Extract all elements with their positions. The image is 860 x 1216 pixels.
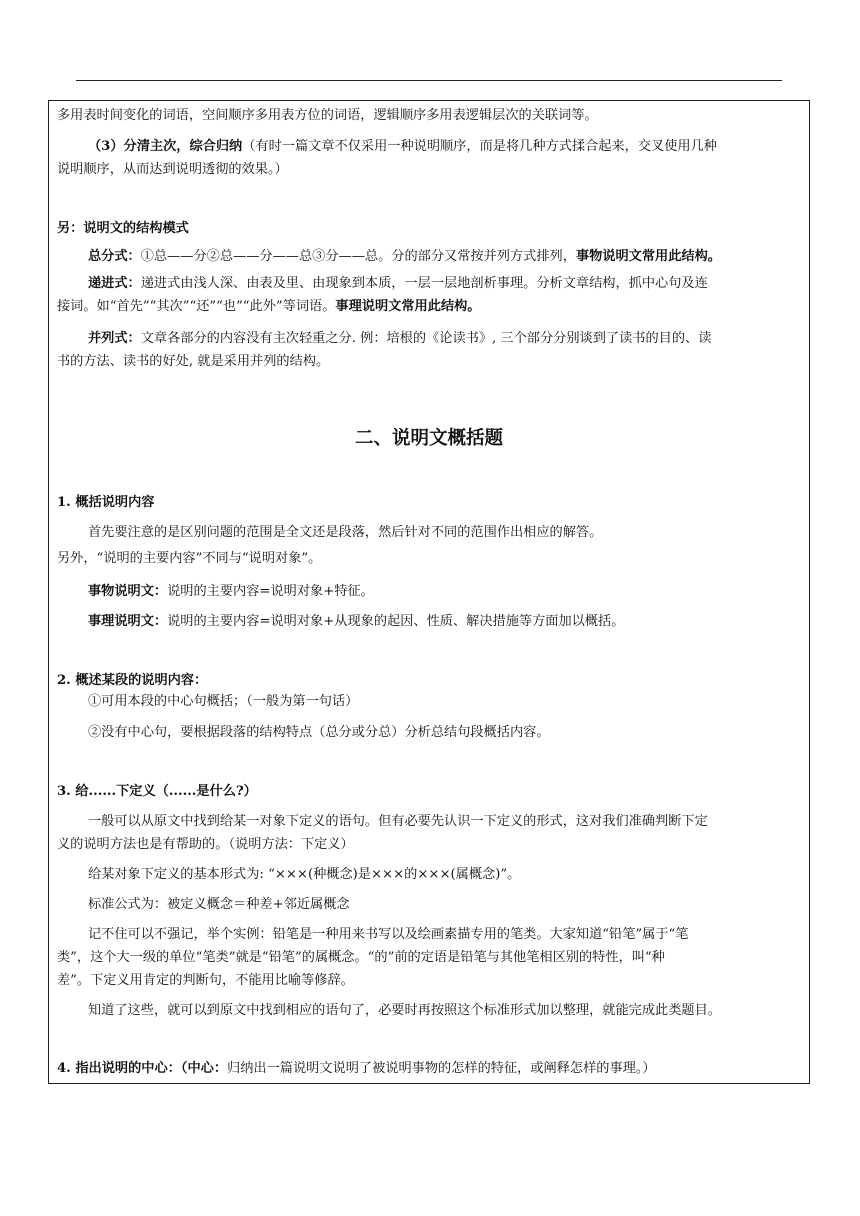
zongfen-label: 总分式： [88, 249, 141, 264]
zongfen-text: ①总——分②总——分——总③分——总。分的部分又常按并列方式排列， [140, 249, 576, 264]
header-rule [76, 80, 782, 81]
s1-reason [88, 613, 802, 630]
reason-label: 事理说明文： [88, 614, 168, 629]
s3-p4-line1: 记不住可以不强记，举个实例：铅笔是一种用来书写以及绘画素描专用的笔类。大家知道“铅笔”属于“笔 [88, 927, 689, 942]
structure-dijin-line2 [57, 298, 802, 315]
thing-text: 说明的主要内容=说明对象+特征。 [167, 584, 374, 599]
section-heading: 二、说明文概括题 [354, 428, 503, 449]
structure-dijin-line1 [88, 275, 802, 292]
point-3-heading: （3）分清主次，综合归纳 [88, 139, 243, 154]
s3-p1-line1: 一般可以从原文中找到给某一对象下定义的语句。但有必要先认识一下定义的形式，这对我们准确判断下定 [88, 814, 708, 829]
reason-text: 说明的主要内容=说明对象+从现象的起因、性质、解决措施等方面加以概括。 [167, 614, 625, 629]
s1-line2: 另外，“说明的主要内容”不同与“说明对象”。 [57, 551, 322, 566]
s3-p4-line2: 类”，这个大一级的单位“笔类”就是“铅笔”的属概念。“的”前的定语是铅笔与其他笔相区别的特性，叫“种 [57, 950, 665, 965]
s3-p1-line2: 义的说明方法也是有帮助的。（说明方法：下定义） [57, 837, 354, 852]
s3-p4-line3: 差”。下定义用肯定的判断句，不能用比喻等修辞。 [57, 973, 354, 988]
s3-p5: 知道了这些，就可以到原文中找到相应的语句了，必要时再按照这个标准形式加以整理，就能完成此类题目。 [88, 1003, 721, 1018]
s1-title: 1. 概括说明内容 [57, 495, 155, 510]
zongfen-bold: 事物说明文常用此结构。 [575, 249, 721, 264]
dijin-text-2: 接词。如“首先”“其次”“还”“也”“此外”等词语。 [57, 299, 336, 314]
s2-item1: ①可用本段的中心句概括；（一般为第一句话） [88, 694, 359, 709]
s4-label: （中心： [180, 1061, 228, 1076]
dijin-bold: 事理说明文常用此结构。 [335, 299, 481, 314]
structure-title: 另：说明文的结构模式 [57, 221, 189, 236]
s3-p3: 标准公式为：被定义概念＝种差+邻近属概念 [88, 897, 350, 912]
structure-zongfen [88, 248, 802, 265]
dijin-label: 递进式： [88, 276, 141, 291]
paragraph-order-words: 多用表时间变化的词语，空间顺序多用表方位的词语，逻辑顺序多用表逻辑层次的关联词等。 [57, 108, 598, 123]
s4-text: 归纳出一篇说明文说明了被说明事物的怎样的特征，或阐释怎样的事理。） [227, 1061, 656, 1076]
binglie-text: 文章各部分的内容没有主次轻重之分. 例：培根的《论读书》, 三个部分分别谈到了读书的目的、读 [140, 331, 712, 346]
s2-item2: ②没有中心句，要根据段落的结构特点（总分或分总）分析总结句段概括内容。 [88, 725, 550, 740]
s4-title: 4. 指出说明的中心： [57, 1061, 181, 1076]
s1-thing [88, 583, 802, 600]
thing-label: 事物说明文： [88, 584, 168, 599]
s3-title: 3. 给......下定义（......是什么?） [57, 784, 257, 799]
s1-line1: 首先要注意的是区别问题的范围是全文还是段落，然后针对不同的范围作出相应的解答。 [88, 525, 603, 540]
s4-line [57, 1060, 802, 1077]
dijin-text: 递进式由浅人深、由表及里、由现象到本质，一层一层地剖析事理。分析文章结构，抓中心句及连 [140, 276, 708, 291]
paragraph-main-secondary-line2: 说明顺序，从而达到说明透彻的效果。） [57, 162, 288, 177]
s2-title: 2. 概述某段的说明内容： [57, 673, 208, 688]
structure-binglie-line1 [88, 330, 802, 347]
binglie-label: 并列式： [88, 331, 141, 346]
s3-p2: 给某对象下定义的基本形式为: “×××(种概念)是×××的×××(属概念)”。 [88, 867, 521, 882]
paragraph-main-secondary-line1 [88, 138, 802, 155]
structure-binglie-line2: 书的方法、读书的好处, 就是采用并列的结构。 [57, 354, 330, 369]
point-3-text: （有时一篇文章不仅采用一种说明顺序，而是将几种方式揉合起来，交叉使用几种 [242, 139, 717, 154]
